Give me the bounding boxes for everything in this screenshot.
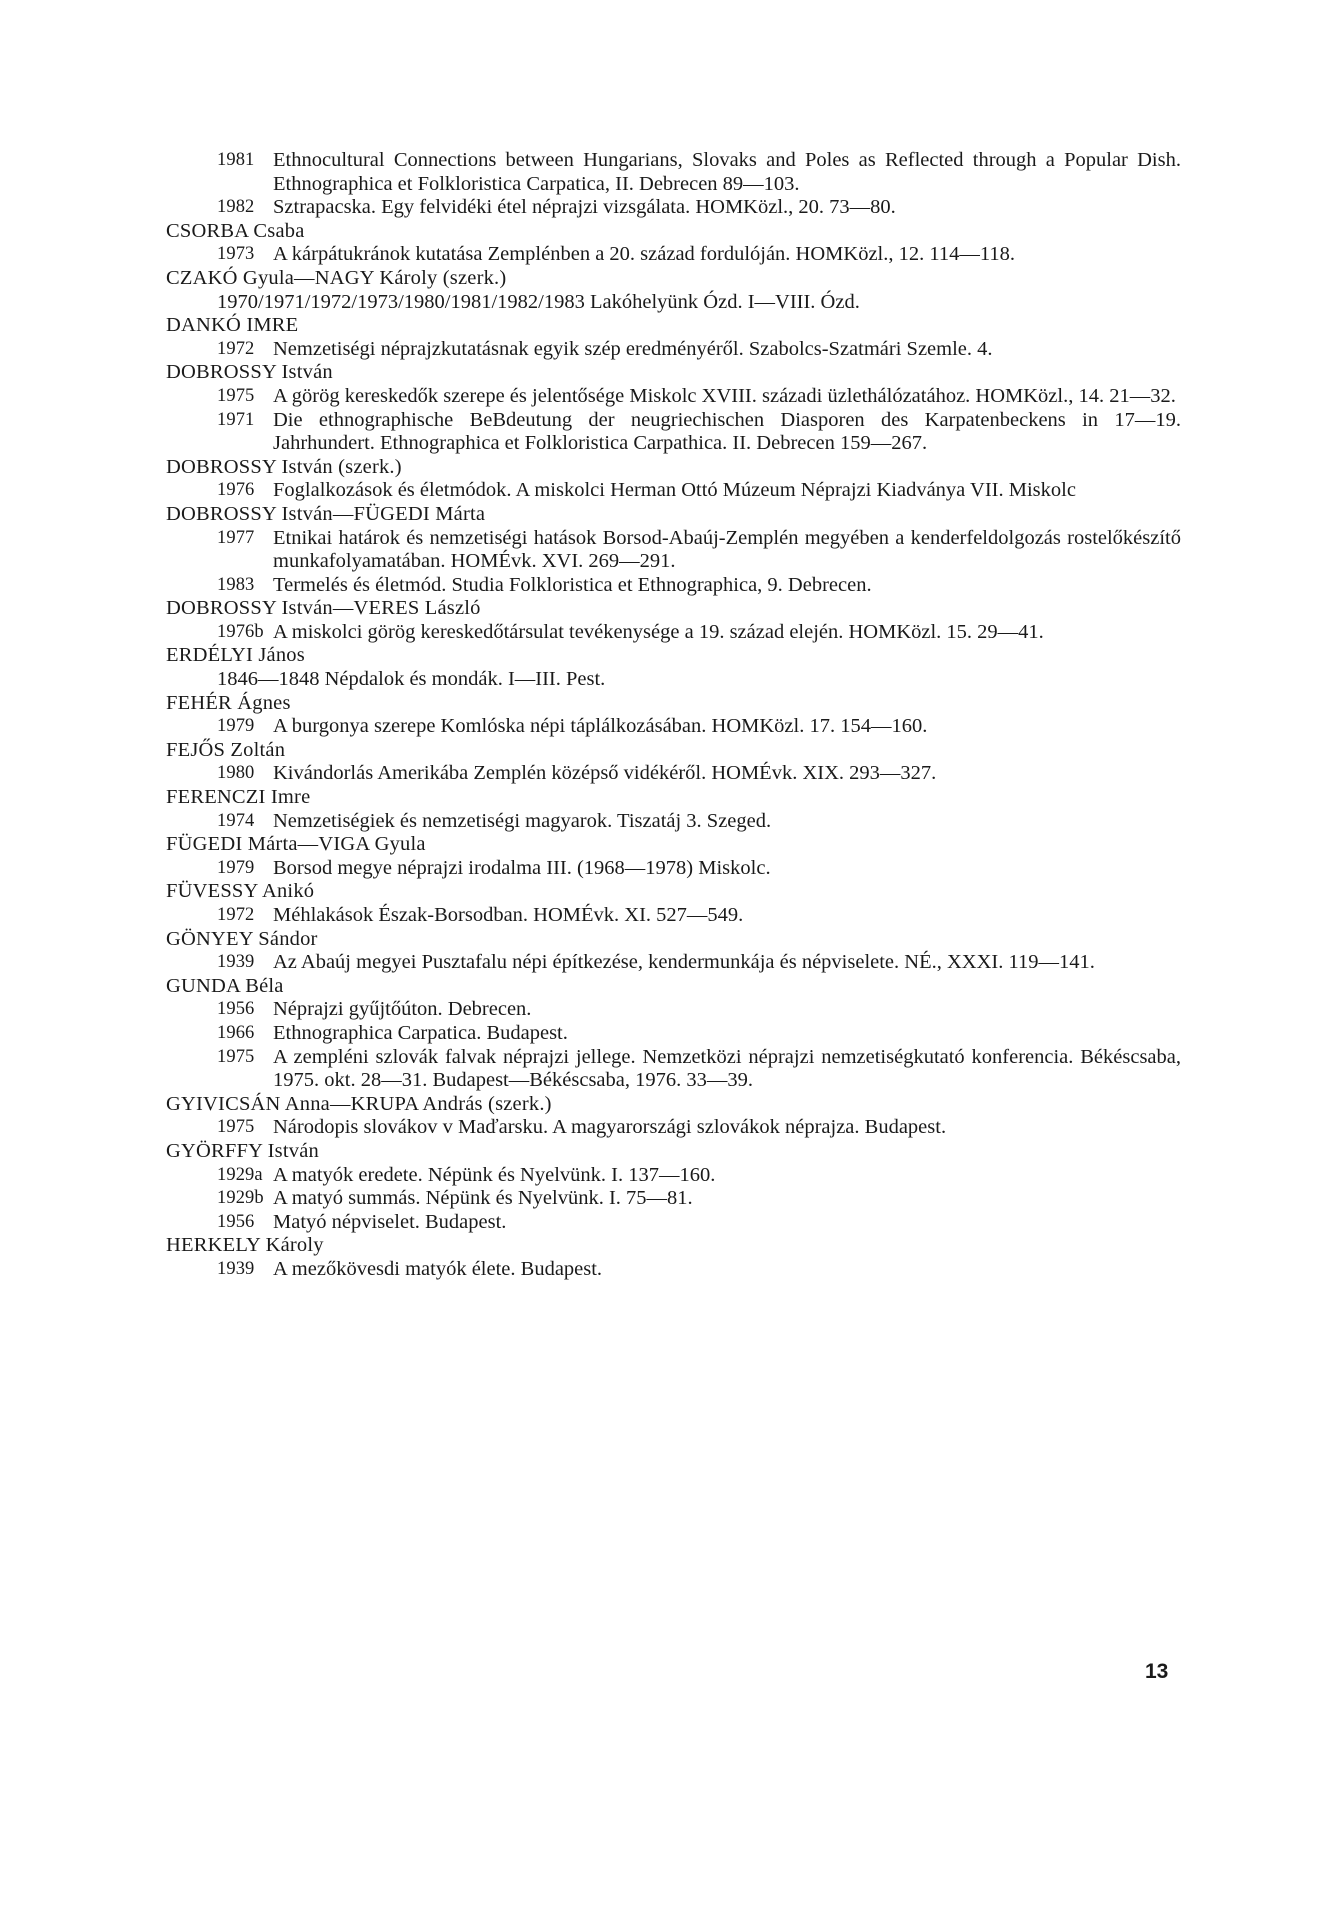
author-name: GYÖRFFY István — [166, 1139, 319, 1162]
author-group — [166, 928, 1181, 975]
bibliography-entry — [166, 1211, 1181, 1235]
bibliography-entry — [166, 1164, 1181, 1188]
bibliography-entry — [166, 1022, 1181, 1046]
entry-text: A matyó summás. Népünk és Nyelvünk. I. 75—81. — [273, 1187, 693, 1210]
author-group — [166, 880, 1181, 927]
bibliography-entry — [166, 1258, 1181, 1282]
author-name: DANKÓ IMRE — [166, 314, 299, 337]
entry-text: Borsod megye néprajzi irodalma III. (1968—1978) Miskolc. — [273, 856, 771, 879]
author-group — [166, 597, 1181, 644]
entry-year: 1975 — [217, 385, 255, 406]
entry-text: Nemzetiségi néprajzkutatásnak egyik szép eredményéről. Szabolcs-Szatmári Szemle. 4. — [273, 337, 993, 360]
bibliography-entry — [166, 668, 1181, 692]
entry-text: Foglalkozások és életmódok. A miskolci Herman Ottó Múzeum Néprajzi Kiadványa VII. Miskolc — [273, 479, 1076, 502]
entry-text: A zempléni szlovák falvak néprajzi jellege. Nemzetközi néprajzi nemzetiségkutató konferencia. Békéscsaba, 1975. okt. 28—31. Budapest—Békéscsaba, 1976. 33—39. — [273, 1045, 1181, 1092]
entry-year: 1972 — [217, 338, 255, 359]
author-name: FÜGEDI Márta—VIGA Gyula — [166, 833, 426, 856]
entry-year: 1977 — [217, 527, 255, 548]
bibliography-entry — [166, 527, 1181, 574]
entry-text: Národopis slovákov v Maďarsku. A magyarországi szlovákok néprajza. Budapest. — [273, 1116, 947, 1139]
entry-year: 1982 — [217, 197, 255, 218]
entry-text: 1970/1971/1972/1973/1980/1981/1982/1983 Lakóhelyünk Ózd. I—VIII. Ózd. — [217, 290, 860, 313]
entry-year: 1976b — [217, 621, 264, 642]
entry-year: 1975 — [217, 1117, 255, 1138]
entry-text: A burgonya szerepe Komlóska népi táplálkozásában. HOMKözl. 17. 154—160. — [273, 715, 928, 738]
entry-year: 1939 — [217, 952, 255, 973]
author-name: CZAKÓ Gyula—NAGY Károly (szerk.) — [166, 266, 507, 289]
author-name: GUNDA Béla — [166, 974, 284, 997]
author-group — [166, 833, 1181, 880]
entry-text: Ethnographica Carpatica. Budapest. — [273, 1021, 568, 1044]
bibliography-entry — [166, 1187, 1181, 1211]
bibliography-entry — [166, 857, 1181, 881]
entry-year: 1980 — [217, 763, 255, 784]
bibliography-entry — [166, 904, 1181, 928]
bibliography-entry — [166, 196, 1181, 220]
author-name: DOBROSSY István—VERES László — [166, 597, 481, 620]
entry-text: Néprajzi gyűjtőúton. Debrecen. — [273, 998, 532, 1021]
entry-year: 1971 — [217, 409, 255, 430]
author-group — [166, 1140, 1181, 1234]
entry-text: A görög kereskedők szerepe és jelentősége Miskolc XVIII. századi üzlethálózatához. HOMKözl., 14. 21—32. — [273, 384, 1176, 407]
entry-text: A mezőkövesdi matyók élete. Budapest. — [273, 1257, 603, 1280]
entry-year: 1975 — [217, 1046, 255, 1067]
entry-year: 1976 — [217, 480, 255, 501]
entry-year: 1979 — [217, 716, 255, 737]
entry-text: Etnikai határok és nemzetiségi hatások Borsod-Abaúj-Zemplén megyében a kenderfeldolgozás rostelőkészítő munkafolyamatában. HOMÉvk. XVI. 269—291. — [273, 526, 1181, 573]
bibliography-entry — [166, 243, 1181, 267]
bibliography-entry — [166, 574, 1181, 598]
author-name: FÜVESSY Anikó — [166, 880, 315, 903]
bibliography-entry — [166, 385, 1181, 409]
entry-text: Sztrapacska. Egy felvidéki étel néprajzi vizsgálata. HOMKözl., 20. 73—80. — [273, 196, 896, 219]
entry-text: Die ethnographische BeBdeutung der neugriechischen Diasporen des Karpatenbeckens in 17—19. Jahrhundert. Ethnographica et Folkloristica Carpathica. II. Debrecen 159—267. — [273, 408, 1181, 455]
author-name: DOBROSSY István (szerk.) — [166, 455, 402, 478]
entry-text: Méhlakások Észak-Borsodban. HOMÉvk. XI. 527—549. — [273, 904, 744, 926]
bibliography-entry — [166, 762, 1181, 786]
entry-year: 1981 — [217, 150, 255, 170]
bibliography-entry — [166, 951, 1181, 975]
author-name: DOBROSSY István — [166, 361, 333, 384]
bibliography-entry — [166, 409, 1181, 456]
author-name: CSORBA Csaba — [166, 219, 305, 242]
author-group — [166, 220, 1181, 267]
entry-text: Matyó népviselet. Budapest. — [273, 1210, 507, 1233]
entry-year: 1979 — [217, 857, 255, 878]
entry-text: A miskolci görög kereskedőtársulat tevékenysége a 19. század elején. HOMKözl. 15. 29—41. — [273, 620, 1044, 643]
bibliography-entry — [166, 291, 1181, 315]
entry-year: 1966 — [217, 1022, 255, 1043]
author-name: FERENCZI Imre — [166, 786, 311, 809]
author-group — [166, 975, 1181, 1093]
page-number: 13 — [1145, 1660, 1169, 1683]
author-name: GÖNYEY Sándor — [166, 927, 318, 950]
entry-year: 1973 — [217, 244, 255, 265]
bibliography-entry — [166, 338, 1181, 362]
entry-text: 1846—1848 Népdalok és mondák. I—III. Pest. — [217, 668, 606, 691]
author-group — [166, 267, 1181, 314]
entry-year: 1939 — [217, 1258, 255, 1279]
author-name: FEHÉR Ágnes — [166, 691, 291, 714]
author-name: ERDÉLYI János — [166, 644, 305, 667]
entry-year: 1929a — [217, 1164, 263, 1185]
author-group — [166, 314, 1181, 361]
entry-text: Ethnocultural Connections between Hungarians, Slovaks and Poles as Reflected through a Popular Dish. Ethnographica et Folkloristica Carpatica, II. Debrecen 89—103. — [273, 149, 1181, 195]
entry-text: A matyók eredete. Népünk és Nyelvünk. I. 137—160. — [273, 1163, 716, 1186]
entry-year: 1929b — [217, 1188, 264, 1209]
author-group — [166, 149, 1181, 220]
author-group — [166, 739, 1181, 786]
bibliography — [166, 149, 1181, 1282]
bibliography-entry — [166, 998, 1181, 1022]
bibliography-entry — [166, 810, 1181, 834]
author-group — [166, 1234, 1181, 1281]
author-name: FEJŐS Zoltán — [166, 738, 286, 761]
author-group — [166, 692, 1181, 739]
author-group — [166, 1093, 1181, 1140]
author-name: DOBROSSY István—FÜGEDI Márta — [166, 502, 486, 525]
bibliography-entry — [166, 479, 1181, 503]
entry-year: 1974 — [217, 810, 255, 831]
bibliography-entry — [166, 149, 1181, 196]
entry-text: A kárpátukránok kutatása Zemplénben a 20. század fordulóján. HOMKözl., 12. 114—118. — [273, 243, 1015, 266]
bibliography-entry — [166, 1046, 1181, 1093]
entry-year: 1956 — [217, 1211, 255, 1232]
entry-year: 1972 — [217, 905, 255, 925]
entry-text: Az Abaúj megyei Pusztafalu népi építkezése, kendermunkája és népviselete. NÉ., XXXI. 119—141. — [273, 951, 1095, 974]
entry-text: Nemzetiségiek és nemzetiségi magyarok. Tiszatáj 3. Szeged. — [273, 809, 772, 832]
author-group — [166, 644, 1181, 691]
author-group — [166, 361, 1181, 455]
bibliography-entry — [166, 1116, 1181, 1140]
entry-text: Kivándorlás Amerikába Zemplén középső vidékéről. HOMÉvk. XIX. 293—327. — [273, 762, 937, 785]
author-group — [166, 456, 1181, 503]
author-name: HERKELY Károly — [166, 1234, 324, 1257]
entry-year: 1983 — [217, 574, 255, 595]
author-group — [166, 503, 1181, 597]
bibliography-entry — [166, 621, 1181, 645]
bibliography-entry — [166, 715, 1181, 739]
entry-year: 1956 — [217, 999, 255, 1020]
author-name: GYIVICSÁN Anna—KRUPA András (szerk.) — [166, 1092, 552, 1115]
entry-text: Termelés és életmód. Studia Folkloristica et Ethnographica, 9. Debrecen. — [273, 573, 872, 596]
author-group — [166, 786, 1181, 833]
